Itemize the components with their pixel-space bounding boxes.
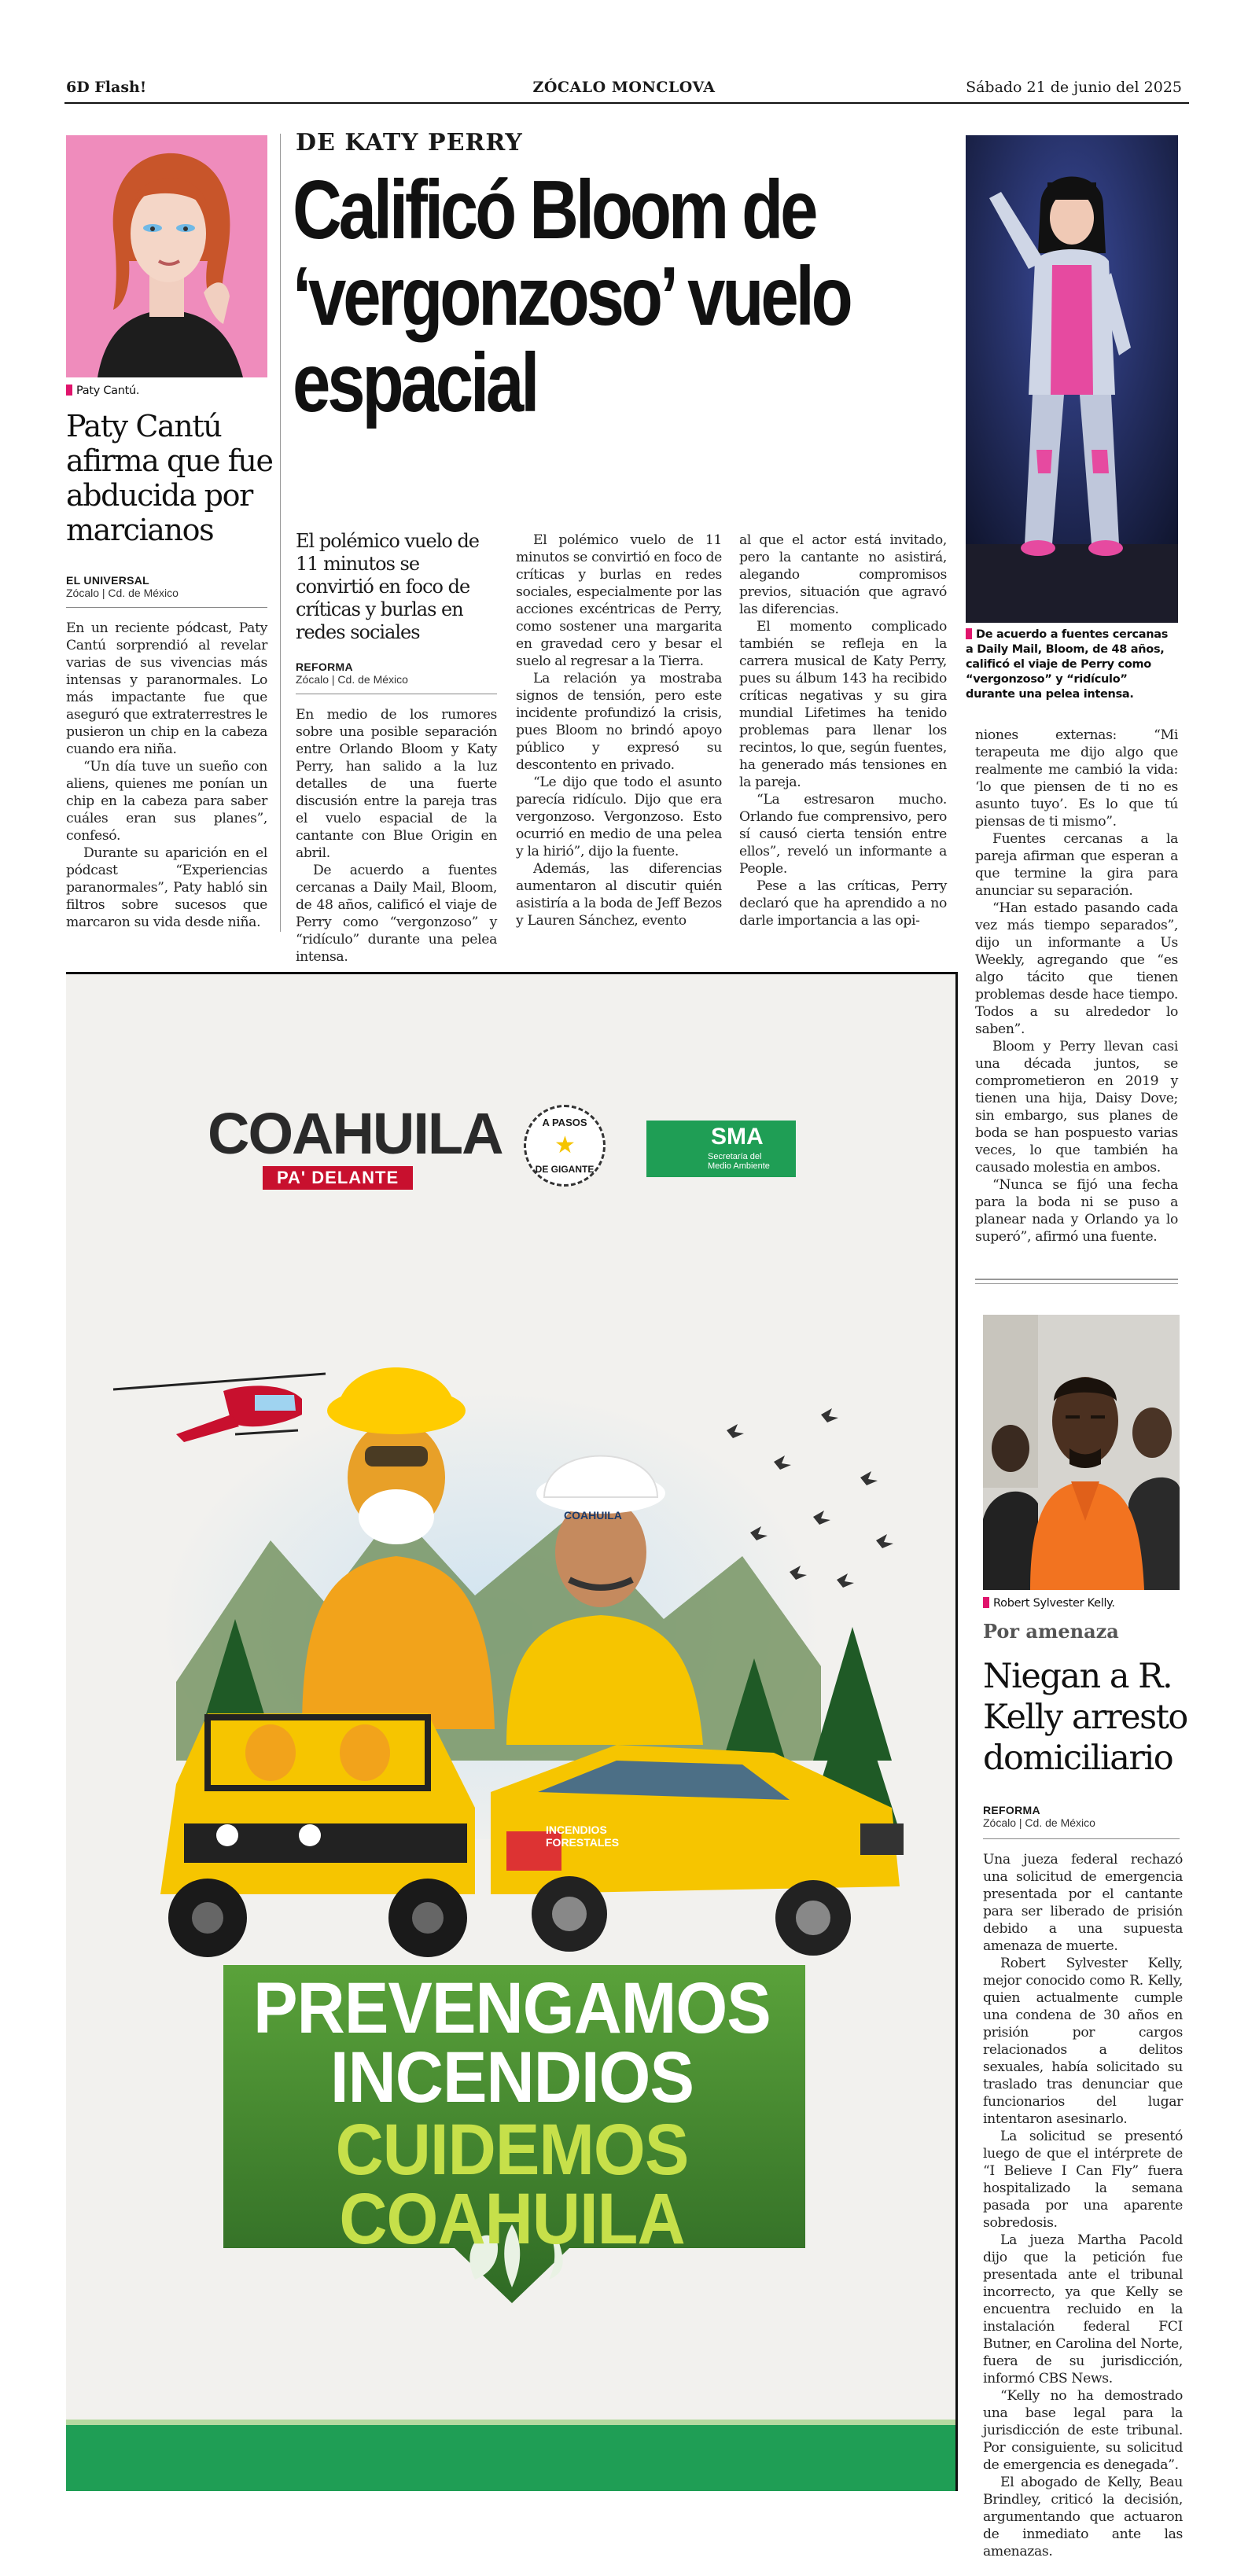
kelly-photo-caption: Robert Sylvester Kelly. xyxy=(983,1596,1115,1611)
katy-body-col1 xyxy=(296,706,497,966)
paragraph: De acuerdo a fuentes cercanas a Daily Mail, Bloom, de 48 años, calificó el viaje de Perry como “vergonzoso” y “ridículo” durante una pelea intensa. xyxy=(296,863,497,965)
divider xyxy=(983,1838,1180,1839)
ad-sma-title: SMA xyxy=(711,1124,764,1150)
paty-location: Zócalo | Cd. de México xyxy=(66,587,179,599)
ad-line-4: COAHUILA xyxy=(339,2179,685,2259)
header-rule xyxy=(64,102,1189,104)
paragraph: En medio de los rumores sobre una posible separación entre Orlando Bloom y Katy Perry, han salido a la luz detalles de una fuerte discusión entre la pareja tras el vuelo espacial de la cantante con Blue Origin en abril. xyxy=(296,707,497,861)
ad-badge-bottom: DE GIGANTE xyxy=(535,1164,595,1175)
katy-headline: Calificó Bloom de ‘vergonzoso’ vuelo espacial xyxy=(293,164,850,429)
kelly-photo xyxy=(983,1315,1180,1590)
column-rule xyxy=(280,134,281,932)
paragraph: “Kelly no ha demostrado una base legal para la jurisdicción de este tribunal. Por consiguiente, su solicitud de emergencia es denegada”. xyxy=(983,2388,1183,2473)
katy-deck: El polémico vuelo de 11 minutos se convirtió en foco de críticas y burlas en redes sociales xyxy=(296,530,480,643)
katy-byline xyxy=(296,661,408,686)
paty-photo-caption: Paty Cantú. xyxy=(66,384,139,399)
paragraph: Durante su aparición en el pódcast “Experiencias paranormales”, Paty habló sin filtros sobre sucesos que marcaron su vida desde niña. xyxy=(66,845,267,930)
ad-helmet-logo: COAHUILA xyxy=(564,1509,622,1522)
ad-sma-sub: Secretaría del Medio Ambiente xyxy=(708,1152,770,1171)
ad-line-3: CUIDEMOS xyxy=(335,2110,689,2190)
ad-badge xyxy=(524,1105,606,1187)
paragraph: El polémico vuelo de 11 minutos se convirtió en foco de críticas y burlas en redes sociales, especialmente por las acciones excéntricas de Perry, como sostener una margarita en gravedad cero y besar el suelo al regresar a la Tierra. xyxy=(516,532,722,669)
paragraph: “Le dijo que todo el asunto parecía ridículo. Dijo que era vergonzoso. Vergonzoso. Esto ocurrió en medio de una pelea y la hirió”, dijo la fuente. xyxy=(516,775,722,859)
paragraph: Una jueza federal rechazó una solicitud de emergencia presentada por el cantante para ser liberado de prisión debido a una supuesta amenaza de muerte. xyxy=(983,1852,1183,1954)
paragraph: Además, las diferencias aumentaron al discutir quién asistiría a la boda de Jeff Bezos y Lauren Sánchez, evento xyxy=(516,861,722,929)
kelly-byline xyxy=(983,1804,1095,1829)
kelly-body xyxy=(983,1851,1183,2560)
kelly-location: Zócalo | Cd. de México xyxy=(983,1816,1095,1829)
divider xyxy=(975,1283,1178,1284)
paragraph: Robert Sylvester Kelly, mejor conocido como R. Kelly, quien actualmente cumple una condena de 30 años en prisión por cargos relacionados a delitos sexuales, había solicitado su traslado tras denunciar que funcionarios del lugar intentaron asesinarlo. xyxy=(983,1956,1183,2127)
katy-photo-caption: De acuerdo a fuentes cercanas a Daily Mail, Bloom, de 48 años, calificó el viaje de Perry como “vergonzoso” y “ridículo” durante una pelea intensa. xyxy=(966,628,1169,701)
katy-source: REFORMA xyxy=(296,661,353,673)
ad-badge-top: A PASOS xyxy=(542,1117,587,1128)
paragraph: “Nunca se fijó una fecha para la boda ni se puso a planear nada y Orlando ya lo superó”, afirmó una fuente. xyxy=(975,1177,1178,1245)
newspaper-name: ZÓCALO MONCLOVA xyxy=(532,79,716,96)
issue-date: Sábado 21 de junio del 2025 xyxy=(966,79,1182,96)
divider xyxy=(66,607,267,608)
kelly-kicker: Por amenaza xyxy=(983,1620,1119,1643)
ad-sma-logo xyxy=(646,1121,796,1177)
paragraph: al que el actor está invitado, pero la cantante no asistirá, alegando compromisos previos, situación que agravó las diferencias. xyxy=(739,532,947,617)
paragraph: Bloom y Perry llevan casi una década juntos, se comprometieron en 2019 y tienen una hija, Daisy Dove; sin embargo, sus planes de boda se han pospuesto varias veces, lo que también ha causado molestia en ambos. xyxy=(975,1039,1178,1176)
paty-photo xyxy=(66,135,267,377)
kelly-source: REFORMA xyxy=(983,1804,1040,1816)
coahuila-ad[interactable] xyxy=(66,972,958,2491)
katy-body-col3 xyxy=(739,532,947,929)
paragraph: En un reciente pódcast, Paty Cantú sorprendió al revelar varias de sus vivencias más intensas y paranormales. Lo más impactante fue que aseguró que extraterrestres le pusieron un chip en la cabeza cuando era niña. xyxy=(66,620,267,757)
paragraph: El abogado de Kelly, Beau Brindley, criticó la decisión, argumentando que actuaron de inmediato ante las amenazas. xyxy=(983,2475,1183,2559)
paragraph: Fuentes cercanas a la pareja afirman que esperan a que termine la gira para anunciar su separación. xyxy=(975,831,1178,899)
paragraph: “Han estado pasando cada vez más tiempo separados”, dijo un informante a Us Weekly, agregando que “es algo tácito que tienen problemas desde hace tiempo. Todos a su alrededor lo saben”. xyxy=(975,900,1178,1037)
paragraph: “La estresaron mucho. Orlando fue comprensivo, pero sí causó cierta tensión entre ellos”, reveló un informante a People. xyxy=(739,792,947,877)
paty-headline: Paty Cantú afirma que fue abducida por marcianos xyxy=(66,409,273,547)
kelly-headline: Niegan a R. Kelly arresto domiciliario xyxy=(983,1657,1187,1778)
paragraph: niones externas: “Mi terapeuta me dijo algo que realmente me cambió la vida: ‘lo que piensen de ti no es asunto tuyo’. Es lo que tú piensas de ti mismo”. xyxy=(975,727,1178,830)
katy-kicker: DE KATY PERRY xyxy=(296,129,523,156)
star-icon: ★ xyxy=(554,1132,576,1159)
paragraph: La solicitud se presentó luego de que el intérprete de “I Believe I Can Fly” fuera hospitalizado la semana pasada por una aparente sobredosis. xyxy=(983,2129,1183,2231)
paty-body xyxy=(66,620,267,931)
paragraph: El momento complicado también se refleja en la carrera musical de Katy Perry, pues su álbum 143 ha recibido críticas negativas y su gira mundial Lifetimes ha tenido problemas para llenar los recintos, lo que, según fuentes, ha generado más tensiones en la pareja. xyxy=(739,619,947,790)
divider xyxy=(975,1279,1178,1280)
ad-line-2: INCENDIOS xyxy=(329,2037,694,2118)
ad-brand-main: COAHUILA xyxy=(208,1101,503,1166)
paragraph: “Un día tuve un sueño con aliens, quienes me ponían un chip en la cabeza para saber cuáles eran sus planes”, confesó. xyxy=(66,759,267,844)
paragraph: Pese a las críticas, Perry declaró que ha aprendido a no darle importancia a las opi- xyxy=(739,878,947,929)
ad-line-1: PREVENGAMOS xyxy=(253,1968,771,2048)
section-label: 6D Flash! xyxy=(66,79,147,96)
katy-body-col2 xyxy=(516,532,722,929)
katy-body-col4 xyxy=(975,727,1178,1246)
ad-brand-sub: PA' DELANTE xyxy=(263,1166,413,1190)
paty-byline xyxy=(66,574,179,599)
katy-photo xyxy=(966,135,1178,623)
paty-source: EL UNIVERSAL xyxy=(66,574,150,587)
paragraph: La jueza Martha Pacold dijo que la petición fue presentada ante el tribunal incorrecto, ya que Kelly se encuentra recluido en la instalación federal FCI Butner, en Carolina del Norte, fuera de su jurisdicción, informó CBS News. xyxy=(983,2232,1183,2386)
katy-location: Zócalo | Cd. de México xyxy=(296,673,408,686)
ad-truck-text: INCENDIOS FORESTALES xyxy=(546,1823,620,1849)
paragraph: La relación ya mostraba signos de tensión, pero este incidente profundizó la crisis, pues Bloom no brindó apoyo público y expresó su descontento en privado. xyxy=(516,671,722,773)
